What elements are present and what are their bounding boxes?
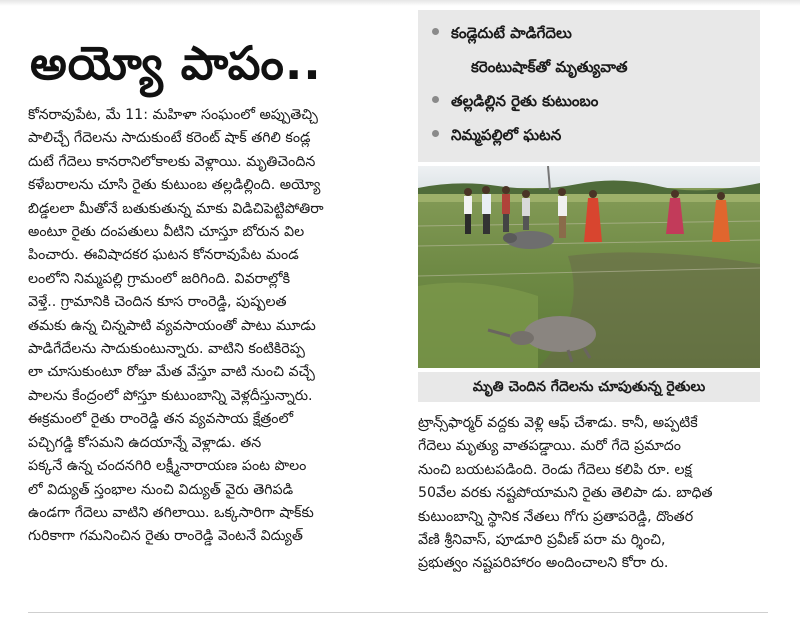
article-line: పచ్చిగడ్డి కోసమని ఉదయాన్నే వెళ్లాడు. తన	[28, 434, 262, 451]
sidebar-highlights	[418, 10, 760, 162]
article-body-right	[418, 412, 763, 576]
bullet-icon	[432, 28, 439, 35]
headline: అయ్యో పాపం..	[30, 36, 322, 90]
highlight-item	[432, 92, 598, 114]
article-line: ఈక్రమంలో రైతు రాంరెడ్డి తన వ్యవసాయ క్షేత్రంలో	[28, 411, 294, 428]
article-line: పాడిగేదేలను సాదుకుంటున్నారు. వాటిని కంటికిరెప్ప	[28, 341, 305, 358]
article-line: దుటే గేదెలు కానరానిలోకాలకు వెళ్లాయి. మృతిచెందిన	[28, 153, 316, 170]
article-line: కళేబరాలను చూసి రైతు కుటుంబ తల్లడిల్లింది. అయ్యో	[28, 177, 321, 194]
article-line: వెళ్తే.. గ్రామానికి చెందిన కూస రాంరెడ్డి, పుష్పలత	[28, 294, 287, 311]
article-line: గురికాగా గమనించిన రైతు రాంరెడ్డి వెంటనే విద్యుత్‌	[28, 528, 303, 545]
article-line: పాలిచ్చే గేదెలను సాదుకుంటే కరెంట్‌ షాక్‌ తగిలి కండ్ల	[28, 130, 311, 147]
article-line: 50వేల వరకు నష్టపోయామని రైతు తెలిపా డు. బాధిత	[418, 485, 713, 502]
highlight-text: తల్లడిల్లిన రైతు కుటుంబం	[451, 92, 599, 110]
article-line: లంలోని నిమ్మపల్లి గ్రామంలో జరిగింది. వివరాల్లోకి	[28, 270, 291, 287]
article-line: లా చూసుకుంటూ రోజు మేత వేస్తూ వాటి నుంచి వచ్చే	[28, 364, 315, 381]
article-line: లో విద్యుత్‌ స్తంభాల నుంచి విద్యుత్‌ వైరు తెగిపడి	[28, 481, 294, 498]
article-line: నుంచి బయటపడింది. రెండు గేదెలు కలిపి రూ. లక్ష	[418, 461, 692, 478]
bullet-icon	[432, 130, 439, 137]
photo-caption: మృతి చెందిన గేదెలను చూపుతున్న రైతులు	[418, 372, 760, 402]
article-line: ప్రభుత్వం నష్టపరిహారం అందించాలని కోరా రు.	[418, 555, 669, 572]
article-line: పించారు. ఈవిషాదకర ఘటన కోనరావుపేట మండ	[28, 247, 299, 264]
article-body-left	[28, 104, 398, 549]
bullet-icon	[432, 96, 439, 103]
highlight-continuation: కరెంటుషాక్‌తో మృత్యువాత	[471, 58, 628, 76]
article-line: పాలను కేంద్రంలో పోస్తూ కుటుంబాన్ని వెళ్లదీస్తున్నారు.	[28, 387, 313, 404]
article-line: బిడ్డలలా మీతోనే బతుకుతున్న మాకు విడిచిపెట్టిపోతిరా	[28, 200, 324, 217]
article-line: అంటూ రైతు దంపతులు వీటిని చూస్తూ బోరున విల	[28, 224, 305, 241]
article-line: ట్రాన్స్‌ఫార్మర్‌ వద్దకు వెళ్లి ఆఫ్‌ చేశాడు. కానీ, అప్పటికే	[418, 415, 698, 431]
article-line: ఉండగా గేదెలు వాటిని తగిలాయి. ఒక్కసారిగా షాక్‌కు	[28, 504, 314, 521]
field-photo-illustration	[418, 166, 760, 368]
highlight-text: నిమ్మపల్లిలో ఘటన	[451, 126, 562, 144]
top-rule	[0, 0, 800, 6]
highlight-text: కండ్లెదుటే పాడిగేదెలు	[451, 24, 572, 42]
bottom-rule	[28, 612, 768, 613]
highlight-item	[432, 126, 561, 148]
article-line: కోనరావుపేట, మే 11: మహిళా సంఘంలో అప్పుతెచ్చి	[28, 107, 318, 123]
highlight-item	[432, 24, 572, 46]
article-line: కుటుంబాన్ని స్థానిక నేతలు గోగు ప్రతాపరెడ్డి, దొంతర	[418, 508, 694, 525]
article-line: పక్కనే ఉన్న చందనగిరి లక్ష్మీనారాయణ పంట పొలం	[28, 458, 307, 475]
news-photo	[418, 166, 760, 368]
article-line: తమకు ఉన్న చిన్నపాటి వ్యవసాయంతో పాటు మూడు	[28, 317, 316, 334]
article-line: వేణి శ్రీనివాస్‌, పూడూరి ప్రవీణ్‌ పరా మ ర్శించి,	[418, 532, 666, 549]
article-line: గేదెలు మృత్యు వాతపడ్డాయి. మరో గేదె ప్రమాదం	[418, 438, 681, 455]
